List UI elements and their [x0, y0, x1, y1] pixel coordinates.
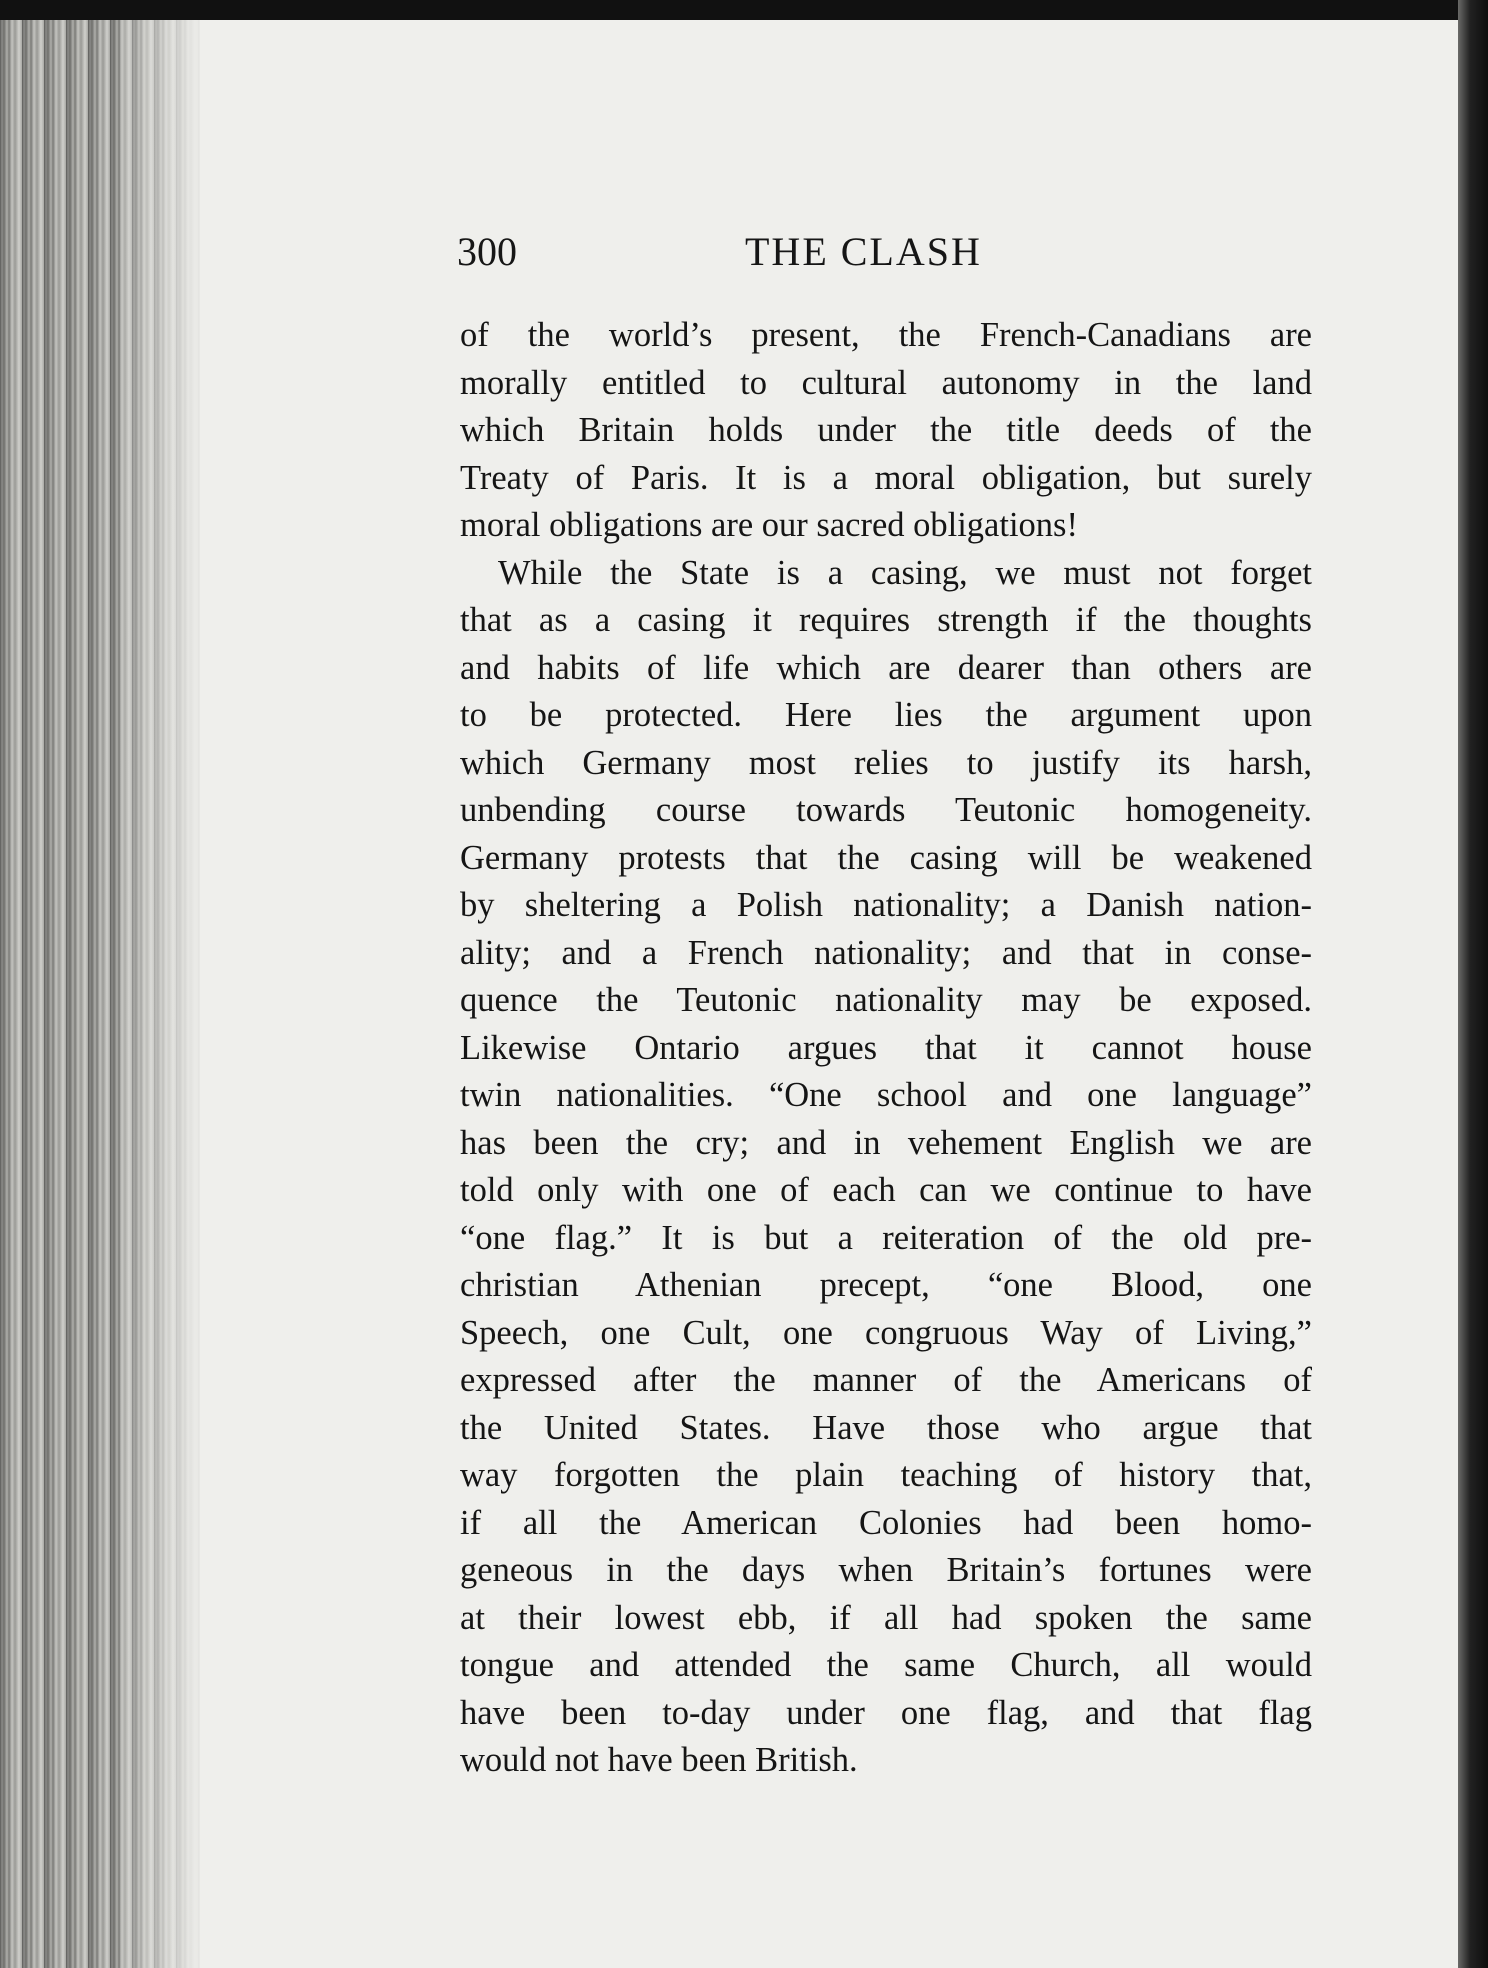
text-line: geneous in the days when Britain’s fortunes were: [460, 1551, 1312, 1589]
text-line: Treaty of Paris. It is a moral obligation, but surely: [460, 458, 1312, 497]
body-text: [460, 312, 1312, 1785]
text-line: at their lowest ebb, if all had spoken the same: [460, 1598, 1312, 1637]
text-line: told only with one of each can we continue to have: [460, 1171, 1312, 1209]
running-title: THE CLASH: [745, 229, 982, 274]
text-line: quence the Teutonic nationality may be exposed.: [460, 981, 1312, 1019]
text-line: Germany protests that the casing will be weakened: [460, 838, 1312, 877]
text-line: unbending course towards Teutonic homogeneity.: [460, 791, 1312, 829]
text-line: to be protected. Here lies the argument upon: [460, 696, 1312, 734]
text-line: the United States. Have those who argue that: [460, 1408, 1312, 1447]
page-header: [457, 228, 1017, 278]
text-line: of the world’s present, the French-Canadians are: [460, 316, 1312, 354]
text-line: which Germany most relies to justify its harsh,: [460, 743, 1312, 782]
text-line: Likewise Ontario argues that it cannot house: [460, 1028, 1312, 1067]
text-line: tongue and attended the same Church, all would: [460, 1646, 1312, 1684]
page-number: 300: [457, 229, 517, 274]
text-line: would not have been British.: [460, 1741, 858, 1779]
stacked-page-edges: [0, 0, 200, 1968]
scan-right-border: [1458, 0, 1488, 1968]
text-line: While the State is a casing, we must not forget: [498, 553, 1312, 592]
text-line: “one flag.” It is but a reiteration of the old pre-: [460, 1218, 1312, 1257]
text-line: and habits of life which are dearer than others are: [460, 648, 1312, 687]
scan-top-border: [0, 0, 1488, 20]
text-line: expressed after the manner of the Americans of: [460, 1361, 1312, 1399]
text-line: by sheltering a Polish nationality; a Danish nation-: [460, 886, 1312, 924]
text-line: way forgotten the plain teaching of history that,: [460, 1456, 1312, 1494]
text-line: have been to-day under one flag, and that flag: [460, 1693, 1312, 1732]
text-line: if all the American Colonies had been homo-: [460, 1503, 1312, 1542]
text-line: morally entitled to cultural autonomy in the land: [460, 363, 1312, 402]
text-line: ality; and a French nationality; and that in conse-: [460, 933, 1312, 972]
text-line: christian Athenian precept, “one Blood, one: [460, 1266, 1312, 1304]
text-line: that as a casing it requires strength if the thoughts: [460, 601, 1312, 639]
text-line: has been the cry; and in vehement English we are: [460, 1123, 1312, 1162]
text-line: Speech, one Cult, one congruous Way of Living,”: [460, 1313, 1312, 1352]
text-line: which Britain holds under the title deeds of the: [460, 411, 1312, 449]
text-line: twin nationalities. “One school and one language”: [460, 1076, 1312, 1114]
text-line: moral obligations are our sacred obligations!: [460, 506, 1078, 544]
